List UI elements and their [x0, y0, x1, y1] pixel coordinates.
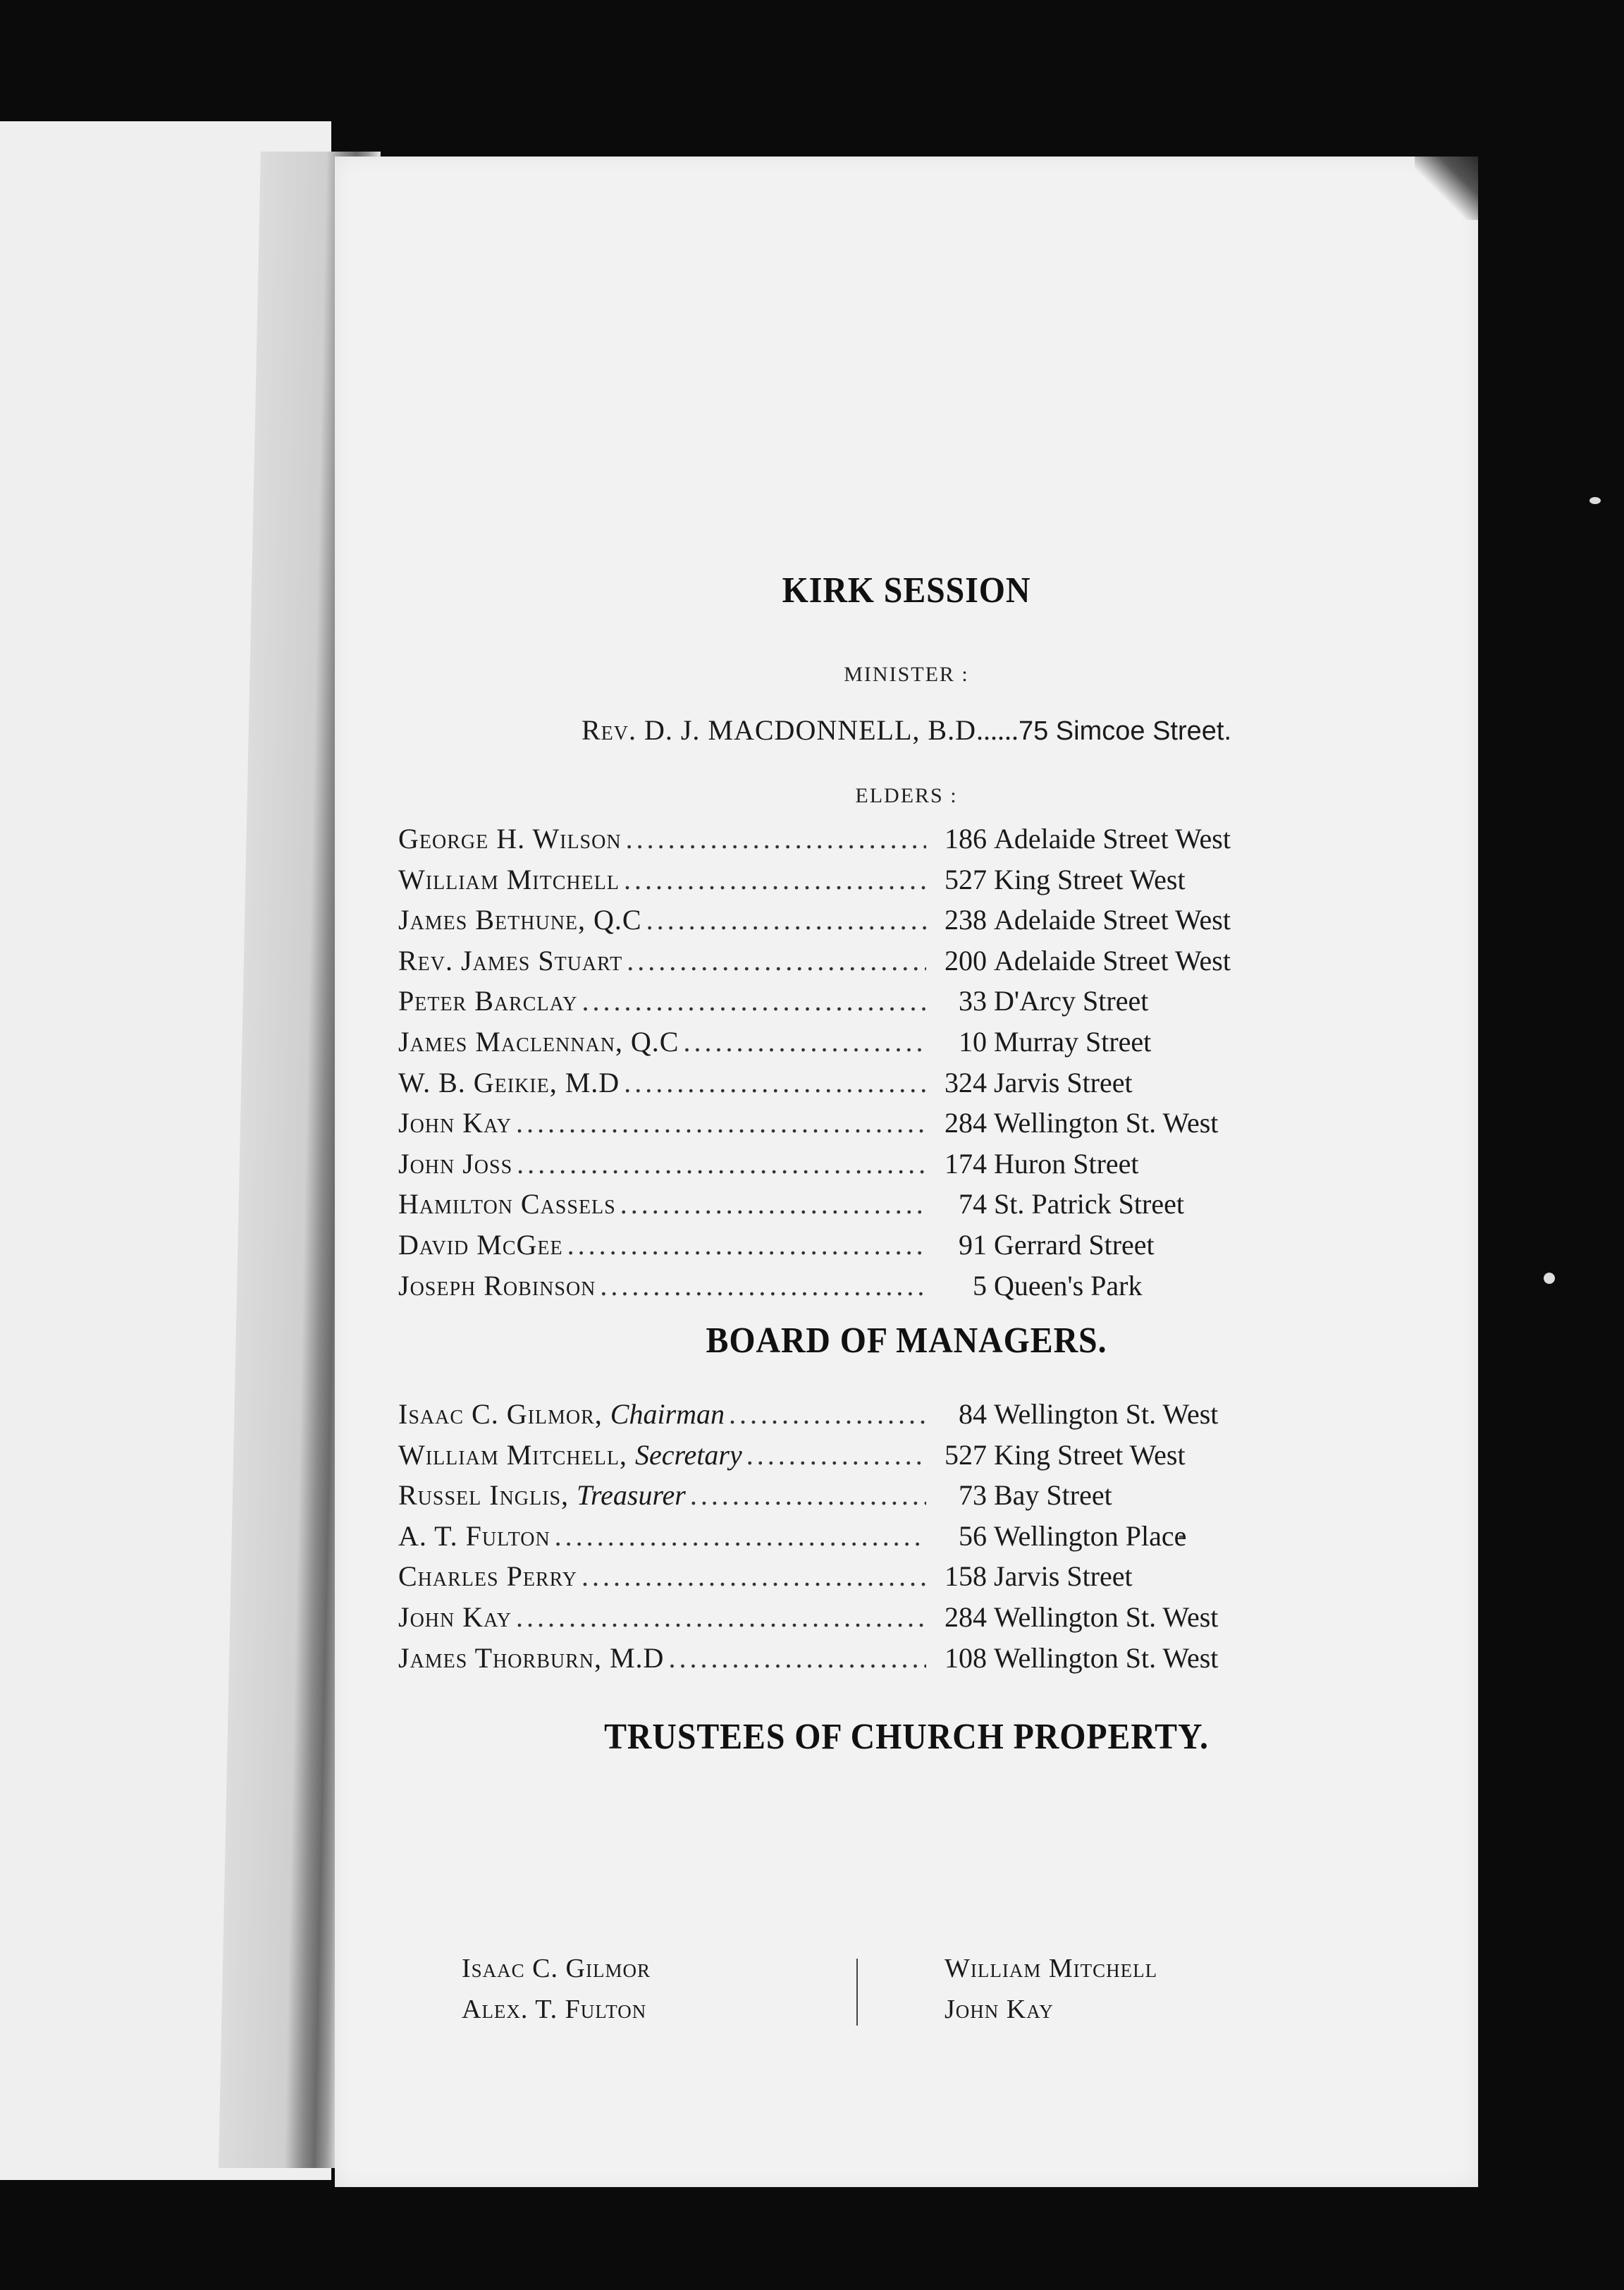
- trustees-title: TRUSTEES OF CHURCH PROPERTY.: [604, 1717, 1209, 1757]
- elder-name-text: Rev. James Stuart: [398, 944, 623, 976]
- elder-street-number: 5: [973, 1269, 987, 1302]
- manager-name-text: Isaac C. Gilmor,: [398, 1398, 610, 1430]
- trustee-name: Alex. T. Fulton: [462, 1995, 647, 2024]
- leader-dots: [624, 863, 926, 896]
- manager-name: [398, 1478, 686, 1512]
- elder-street-number: 91: [959, 1228, 987, 1261]
- manager-row: [398, 1600, 1290, 1641]
- board-list: [398, 1397, 1290, 1682]
- manager-street-number: 56: [959, 1519, 987, 1552]
- elder-name: [398, 1187, 616, 1220]
- manager-name-text: John Kay: [398, 1600, 512, 1633]
- elder-name-text: James Maclennan, Q.C: [398, 1025, 679, 1058]
- elder-row: [398, 903, 1290, 944]
- elder-name-text: David McGee: [398, 1228, 563, 1261]
- leader-dots: [582, 1560, 926, 1593]
- trustee-name: John Kay: [945, 1995, 1054, 2024]
- manager-street: Wellington Place: [994, 1519, 1187, 1552]
- elder-street: Murray Street: [994, 1025, 1152, 1058]
- elder-row: [398, 1269, 1290, 1310]
- manager-name: [398, 1519, 550, 1553]
- trustees-divider: [856, 1959, 858, 2026]
- manager-row: [398, 1478, 1290, 1519]
- manager-name: [398, 1438, 742, 1471]
- manager-street-number: 84: [959, 1398, 987, 1430]
- manager-street-number: 527: [945, 1438, 987, 1471]
- leader-dots: [620, 1187, 926, 1220]
- elder-street-number: 527: [945, 863, 987, 895]
- leader-dots: [729, 1397, 926, 1431]
- leader-dots: [624, 1066, 926, 1099]
- leader-dots: [517, 1147, 926, 1180]
- manager-street-number: 108: [945, 1641, 987, 1674]
- elder-street-number: 174: [945, 1147, 987, 1180]
- manager-street: Wellington St. West: [994, 1641, 1219, 1674]
- elder-street-number: 324: [945, 1066, 987, 1098]
- manager-name-text: A. T. Fulton: [398, 1519, 550, 1552]
- manager-role: Secretary: [634, 1438, 742, 1471]
- manager-street-number: 284: [945, 1600, 987, 1633]
- elder-name: [398, 1066, 620, 1099]
- manager-street: King Street West: [994, 1438, 1186, 1471]
- manager-row: [398, 1438, 1290, 1479]
- manager-street: Wellington St. West: [994, 1600, 1219, 1633]
- elder-street: Wellington St. West: [994, 1107, 1219, 1139]
- elder-street-number: 284: [945, 1107, 987, 1139]
- elder-row: [398, 944, 1290, 985]
- elder-row: [398, 1106, 1290, 1147]
- manager-row: [398, 1519, 1290, 1560]
- trustees-left-column: [462, 1953, 651, 2035]
- trustees-block: [462, 1953, 1308, 2052]
- manager-name-text: Russel Inglis,: [398, 1479, 577, 1512]
- manager-role: Treasurer: [577, 1479, 686, 1512]
- manager-row: [398, 1397, 1290, 1438]
- leader-dots: [516, 1106, 926, 1139]
- manager-name-text: Charles Perry: [398, 1560, 577, 1593]
- elder-row: [398, 1066, 1290, 1107]
- manager-name: [398, 1560, 577, 1593]
- leader-dots: [516, 1600, 926, 1634]
- elder-street: St. Patrick Street: [994, 1188, 1184, 1220]
- elder-name-text: W. B. Geikie, M.D: [398, 1066, 620, 1098]
- elder-name: [398, 863, 620, 896]
- elder-row: [398, 822, 1290, 863]
- manager-street: Jarvis Street: [994, 1560, 1133, 1593]
- manager-name-text: William Mitchell,: [398, 1438, 635, 1471]
- elder-name-text: James Bethune, Q.C: [398, 904, 642, 936]
- elder-name-text: Hamilton Cassels: [398, 1188, 616, 1220]
- page-corner-mark: [1415, 157, 1478, 220]
- elder-street: Gerrard Street: [994, 1228, 1155, 1261]
- elder-street: Jarvis Street: [994, 1066, 1133, 1098]
- elder-street-number: 238: [945, 904, 987, 936]
- leader-dots: [668, 1641, 926, 1674]
- elder-row: [398, 863, 1290, 904]
- elder-name: [398, 1269, 596, 1302]
- minister-entry: [335, 714, 1478, 747]
- elder-street: Queen's Park: [994, 1269, 1143, 1302]
- manager-name: [398, 1600, 512, 1634]
- elder-name-text: George H. Wilson: [398, 823, 622, 855]
- elder-row: [398, 984, 1290, 1025]
- elder-row: [398, 1025, 1290, 1066]
- minister-label: MINISTER :: [844, 663, 969, 686]
- elder-name-text: Joseph Robinson: [398, 1269, 596, 1302]
- elder-row: [398, 1187, 1290, 1228]
- minister-dots: ......: [976, 714, 1019, 746]
- leader-dots: [555, 1519, 926, 1553]
- leader-dots: [627, 944, 926, 977]
- elder-name: [398, 1025, 679, 1058]
- elder-street-number: 200: [945, 944, 987, 976]
- dust-speck: [1589, 497, 1601, 504]
- elder-name: [398, 1228, 563, 1261]
- elder-street-number: 10: [959, 1025, 987, 1058]
- trustees-right-column: [945, 1953, 1157, 2035]
- leader-dots: [567, 1228, 926, 1261]
- elder-name: [398, 984, 577, 1017]
- manager-name: [398, 1397, 725, 1431]
- elder-row: [398, 1228, 1290, 1269]
- elder-name-text: John Kay: [398, 1107, 512, 1139]
- board-of-managers-title: BOARD OF MANAGERS.: [706, 1321, 1107, 1361]
- elder-street: Adelaide Street West: [994, 823, 1231, 855]
- manager-row: [398, 1560, 1290, 1600]
- elder-name-text: John Joss: [398, 1147, 513, 1180]
- elder-name: [398, 1147, 512, 1180]
- elder-street: D'Arcy Street: [994, 985, 1149, 1017]
- kirk-session-title: KIRK SESSION: [782, 570, 1031, 611]
- manager-role: Chairman: [610, 1398, 725, 1430]
- dust-speck: [1544, 1273, 1555, 1284]
- manager-street: Bay Street: [994, 1479, 1112, 1512]
- leader-dots: [626, 822, 926, 855]
- manager-street-number: 73: [959, 1479, 987, 1512]
- leader-dots: [690, 1478, 926, 1512]
- elder-street-number: 186: [945, 823, 987, 855]
- leader-dots: [683, 1025, 926, 1058]
- elder-street: Adelaide Street West: [994, 904, 1231, 936]
- leader-dots: [582, 984, 926, 1017]
- elder-street: King Street West: [994, 863, 1186, 895]
- elder-name-text: William Mitchell: [398, 863, 620, 895]
- elder-name: [398, 944, 622, 977]
- elder-street-number: 74: [959, 1188, 987, 1220]
- elders-label: ELDERS :: [855, 784, 958, 807]
- minister-name: Rev. D. J. MACDONNELL, B.D: [581, 714, 976, 746]
- elder-name: [398, 903, 642, 936]
- document-page: [335, 157, 1478, 2187]
- leader-dots: [646, 903, 926, 936]
- elder-name: [398, 822, 622, 855]
- manager-name-text: James Thorburn, M.D: [398, 1641, 665, 1674]
- elders-list: [398, 822, 1290, 1309]
- manager-row: [398, 1641, 1290, 1682]
- trustee-name: William Mitchell: [945, 1954, 1158, 1983]
- elder-street: Adelaide Street West: [994, 944, 1231, 976]
- minister-address: 75 Simcoe Street.: [1018, 716, 1232, 746]
- manager-street: Wellington St. West: [994, 1398, 1219, 1430]
- leader-dots: [746, 1438, 926, 1471]
- elder-name-text: Peter Barclay: [398, 985, 578, 1017]
- manager-name: [398, 1641, 664, 1674]
- elder-name: [398, 1106, 512, 1139]
- manager-street-number: 158: [945, 1560, 987, 1593]
- elder-street-number: 33: [959, 985, 987, 1017]
- elder-street: Huron Street: [994, 1147, 1139, 1180]
- leader-dots: [600, 1269, 926, 1302]
- trustee-name: Isaac C. Gilmor: [462, 1954, 651, 1983]
- elder-row: [398, 1147, 1290, 1188]
